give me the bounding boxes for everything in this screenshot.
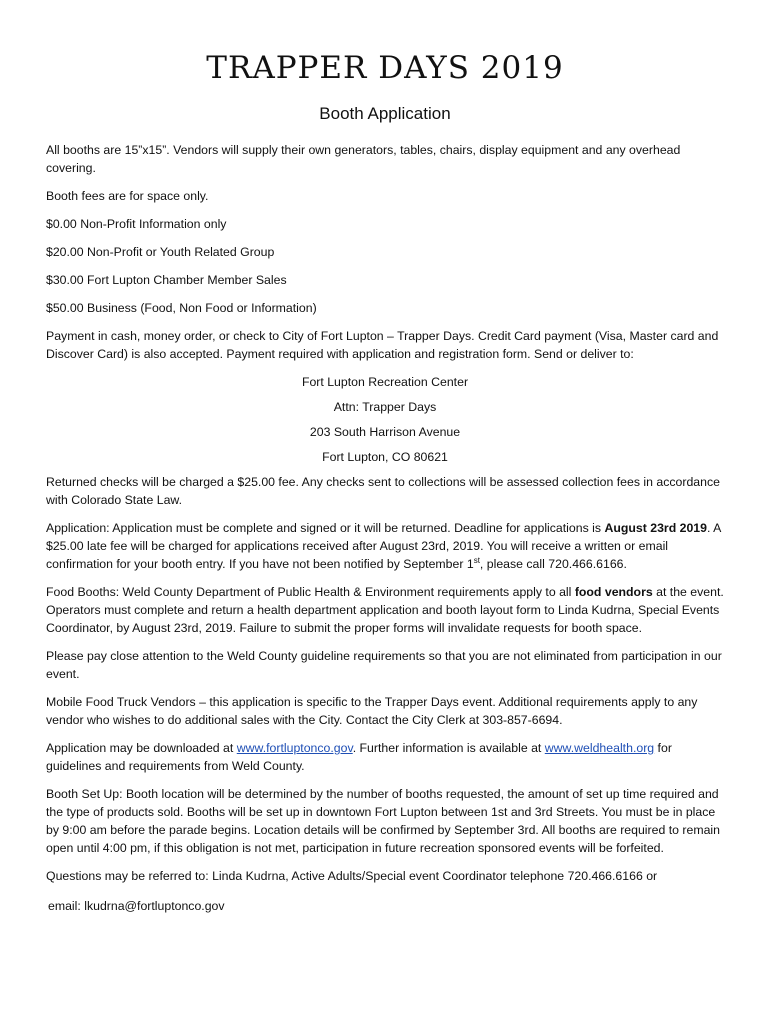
weld-note-paragraph: Please pay close attention to the Weld County guideline requirements so that you are not eliminated from participation in our event. xyxy=(46,649,722,681)
application-tail: , please call 720.466.6166. xyxy=(479,557,627,571)
fee-item: $0.00 Non-Profit Information only xyxy=(46,217,227,231)
download-mid: . Further information is available at xyxy=(352,741,545,755)
address-line: Fort Lupton Recreation Center xyxy=(301,375,469,389)
download-tail: for guidelines and requirements from Weld County. xyxy=(46,741,672,773)
address-line: Attn: Trapper Days xyxy=(333,400,437,414)
returned-checks-paragraph: Returned checks will be charged a $25.00 fee. Any checks sent to collections will be assessed collection fees in accordance with Colorado State Law. xyxy=(46,475,720,507)
document-title: TRAPPER DAYS 2019 xyxy=(206,50,564,86)
questions-paragraph: Questions may be referred to: Linda Kudrna, Active Adults/Special event Coordinator telephone 720.466.6166 or xyxy=(46,869,658,883)
address-line: 203 South Harrison Avenue xyxy=(309,425,461,439)
document-subtitle: Booth Application xyxy=(319,104,451,123)
intro-paragraph: All booths are 15”x15”. Vendors will supply their own generators, tables, chairs, display equipment and any overhead covering. xyxy=(46,143,681,175)
food-booths-lead: Food Booths: Weld County Department of Public Health & Environment requirements apply to all xyxy=(46,585,575,599)
application-deadline: August 23rd 2019 xyxy=(604,521,707,535)
food-booths-tail: at the event. Operators must complete and return a health department application and booth layout form to Linda Kudrna, Special Events Coordinator, by August 23rd, 2019. Failure to submit the proper forms will invalidate requests for booth space. xyxy=(46,585,724,635)
application-lead: Application: Application must be complete and signed or it will be returned. Deadline for applications is xyxy=(46,521,605,535)
fee-item: $50.00 Business (Food, Non Food or Information) xyxy=(46,301,317,315)
download-lead: Application may be downloaded at xyxy=(46,741,237,755)
application-mid: . A $25.00 late fee will be charged for applications received after August 23rd, 2019. You will receive a written or email confirmation for your booth entry. If you have not been notified by September 1 xyxy=(46,521,721,571)
download-paragraph xyxy=(46,739,724,775)
setup-paragraph: Booth Set Up: Booth location will be determined by the number of booths requested, the amount of set up time required and the type of products sold. Booths will be set up in downtown Fort Lupton between 1st and 3rd Streets. You must be in place by 9:00 am before the parade begins. Location details will be confirmed by September 3rd. All booths are required to remain open until 4:00 pm, if this obligation is not met, participation in future recreation sponsored events will be forfeited. xyxy=(46,787,720,855)
fee-item: $30.00 Fort Lupton Chamber Member Sales xyxy=(46,273,287,287)
document-page xyxy=(46,50,724,925)
fortlupton-link[interactable]: www.fortluptonco.gov xyxy=(236,741,353,755)
payment-paragraph: Payment in cash, money order, or check to City of Fort Lupton – Trapper Days. Credit Card payment (Visa, Master card and Discover Card) is also accepted. Payment required with application and registration form. Send or deliver to: xyxy=(46,329,719,361)
email-line: email: lkudrna@fortluptonco.gov xyxy=(48,899,225,913)
application-paragraph xyxy=(46,519,724,573)
food-vendors-bold: food vendors xyxy=(574,585,653,599)
address-line: Fort Lupton, CO 80621 xyxy=(322,450,448,464)
fees-note: Booth fees are for space only. xyxy=(46,189,209,203)
food-truck-paragraph: Mobile Food Truck Vendors – this application is specific to the Trapper Days event. Additional requirements apply to any vendor who wishes to do additional sales with the City. Contact the City Clerk at 303-857-6694. xyxy=(46,695,698,727)
weldhealth-link[interactable]: www.weldhealth.org xyxy=(544,741,655,755)
application-sup: st xyxy=(473,555,480,565)
food-booths-paragraph xyxy=(46,583,724,637)
fee-item: $20.00 Non-Profit or Youth Related Group xyxy=(46,245,275,259)
